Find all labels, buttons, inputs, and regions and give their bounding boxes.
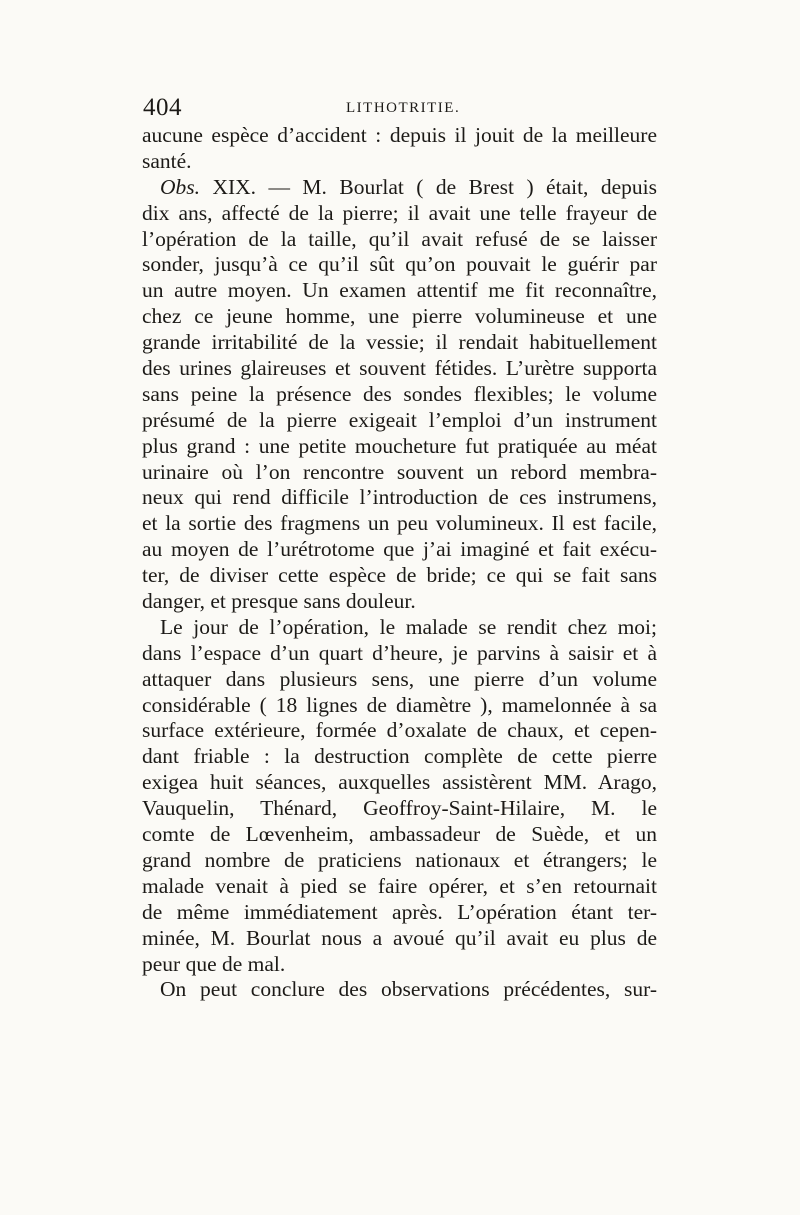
text-line: grande irritabilité de la vessie; il rendait habituellement — [142, 330, 657, 355]
text-line: santé. — [142, 148, 192, 173]
body-text — [142, 123, 657, 1003]
text-line: comte de Lœvenheim, ambassadeur de Suède, et un — [142, 822, 657, 847]
text-line: ter, de diviser cette espèce de bride; ce qui se fait sans — [142, 563, 657, 588]
text-line: urinaire où l’on rencontre souvent un rebord membra- — [142, 459, 657, 484]
text-line: malade venait à pied se faire opérer, et s’en retournait — [142, 873, 657, 898]
text-line: plus grand : une petite moucheture fut pratiquée au méat — [142, 433, 657, 458]
page-number: 404 — [143, 94, 182, 121]
text-line: considérable ( 18 lignes de diamètre ), mamelonnée à sa — [142, 692, 657, 717]
text-line: au moyen de l’urétrotome que j’ai imaginé et fait exécu- — [142, 537, 657, 562]
text-line: dix ans, affecté de la pierre; il avait une telle frayeur de — [142, 200, 657, 225]
text-line: grand nombre de praticiens nationaux et étrangers; le — [142, 847, 657, 872]
text-line: sans peine la présence des sondes flexibles; le volume — [142, 381, 657, 406]
text-line: l’opération de la taille, qu’il avait refusé de se laisser — [142, 226, 657, 251]
text-line: présumé de la pierre exigeait l’emploi d’un instrument — [142, 407, 657, 432]
text-line: Obs. XIX. — M. Bourlat ( de Brest ) était, depuis — [160, 174, 657, 199]
text-line: aucune espèce d’accident : depuis il jouit de la meilleure — [142, 123, 657, 147]
text-line: des urines glaireuses et souvent fétides. L’urètre supporta — [142, 356, 657, 381]
text-line: Vauquelin, Thénard, Geoffroy-Saint-Hilaire, M. le — [142, 796, 657, 821]
running-title: LITHOTRITIE. — [346, 100, 461, 116]
text-line: On peut conclure des observations précédentes, sur- — [160, 977, 657, 1002]
observation-label: Obs. — [160, 174, 201, 199]
text-line: et la sortie des fragmens un peu volumineux. Il est facile, — [142, 511, 657, 536]
running-header — [143, 93, 658, 123]
text-line: danger, et presque sans douleur. — [142, 589, 416, 614]
text-line: surface extérieure, formée d’oxalate de chaux, et cepen- — [142, 718, 657, 743]
text-line: de même immédiatement après. L’opération étant ter- — [142, 899, 657, 924]
text-line: sonder, jusqu’à ce qu’il sût qu’on pouvait le guérir par — [142, 252, 657, 277]
text-line: attaquer dans plusieurs sens, une pierre d’un volume — [142, 666, 657, 691]
text-line: dans l’espace d’un quart d’heure, je parvins à saisir et à — [142, 640, 657, 665]
text-line: un autre moyen. Un examen attentif me fit reconnaître, — [142, 278, 657, 303]
text-line: exigea huit séances, auxquelles assistèrent MM. Arago, — [142, 770, 657, 795]
text-line: dant friable : la destruction complète de cette pierre — [142, 744, 657, 769]
text-line: peur que de mal. — [142, 951, 286, 976]
text-line: Le jour de l’opération, le malade se rendit chez moi; — [160, 614, 657, 639]
text-line: minée, M. Bourlat nous a avoué qu’il avait eu plus de — [142, 925, 657, 950]
text-line: chez ce jeune homme, une pierre volumineuse et une — [142, 304, 657, 329]
text-line: neux qui rend difficile l’introduction de ces instrumens, — [142, 485, 657, 510]
